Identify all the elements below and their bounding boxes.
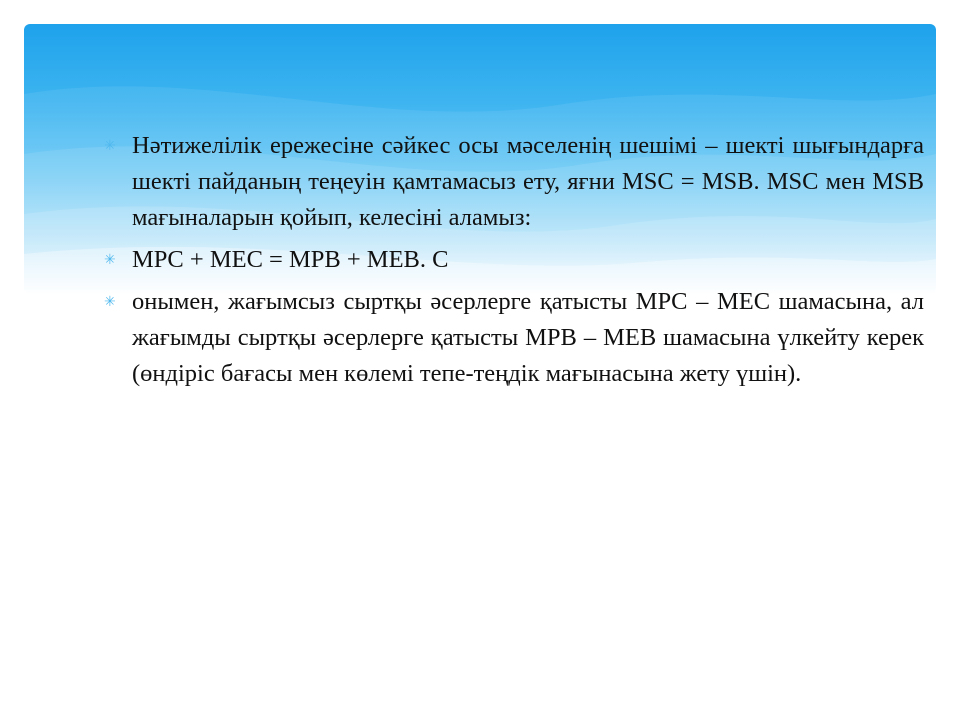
bullet-text: Нәтижелілік ережесіне сәйкес осы мәселенің шешімі – шекті шығындарға шекті пайданың теңеуін қамтамасыз ету, яғни MSC = MSB. MSC мен MSB мағыналарын қойып, келесіні аламыз: <box>132 132 924 231</box>
bullet-text: MPC + MEC = MPB + MEB. С <box>132 246 449 273</box>
bullet-item <box>100 284 924 392</box>
asterisk-bullet-icon: ✳ <box>104 252 116 268</box>
bullet-text: онымен, жағымсыз сыртқы әсерлерге қатысты MPC – MEC шамасына, ал жағымды сыртқы әсерлерге қатысты MPB – MEB шамасына үлкейту керек (өндіріс бағасы мен көлемі тепе-теңдік мағынасына жету үшін). <box>132 288 924 387</box>
bullet-item <box>100 242 924 278</box>
asterisk-bullet-icon: ✳ <box>104 138 116 154</box>
slide-content <box>100 128 924 398</box>
bullet-item <box>100 128 924 236</box>
asterisk-bullet-icon: ✳ <box>104 294 116 310</box>
